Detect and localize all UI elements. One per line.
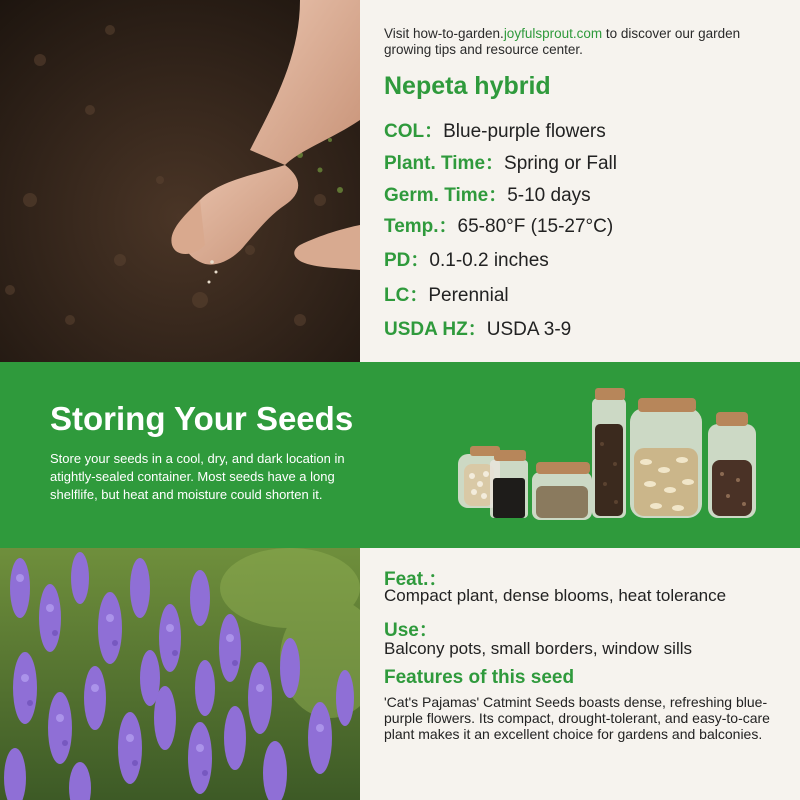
feature-text: Compact plant, dense blooms, heat tolerance [384,586,727,605]
spec-usda-zone [384,314,571,341]
spec-temperature-label: Temp.： [384,216,458,237]
spec-planting-depth-value: 0.1-0.2 inches [429,250,549,271]
website-link[interactable]: joyfulsprout.com [503,26,603,41]
visit-suffix: to discover our garden growing tips and resource center. [384,26,741,57]
spec-germination-time-value: 5-10 days [507,185,591,206]
spec-planting-depth-label: PD： [384,250,430,271]
seed-details-panel [360,548,800,800]
spec-germination-time-label: Germ. Time： [384,185,508,206]
storing-seeds-band [0,362,800,548]
spec-usda-zone-label: USDA HZ： [384,319,487,340]
storing-seeds-text: Store your seeds in a cool, dry, and dark location in atightly-sealed container. Most seeds have a long shelflife, but heat and moisture could shorten it. [50,451,345,502]
visit-website-text [384,26,784,58]
spec-usda-zone-value: USDA 3-9 [486,319,572,340]
use-text: Balcony pots, small borders, window sills [384,639,693,658]
plant-info-panel [360,0,800,362]
bottom-section [0,548,800,800]
spec-temperature-value: 65-80°F (15-27°C) [457,216,614,237]
spec-planting-time [384,148,617,175]
spec-life-cycle [384,280,509,307]
spec-germination-time [384,180,591,207]
features-of-seed-title: Features of this seed [384,667,575,688]
spec-color-value: Blue-purple flowers [443,121,606,142]
hand-sowing-seeds-image [0,0,360,362]
spec-life-cycle-label: LC： [384,285,429,306]
feature-label: Feat.： [384,569,448,590]
spec-planting-depth [384,245,549,272]
visit-prefix: Visit how-to-garden. [384,26,504,41]
top-section [0,0,800,362]
spec-planting-time-label: Plant. Time： [384,153,505,174]
spec-temperature [384,211,613,238]
spec-life-cycle-value: Perennial [428,285,509,306]
seed-jars-image [450,384,770,544]
storing-seeds-title: Storing Your Seeds [50,400,354,437]
spec-planting-time-value: Spring or Fall [504,153,618,174]
spec-color-label: COL： [384,121,444,142]
catmint-flowers-image [0,548,360,800]
spec-color [384,116,606,143]
plant-title: Nepeta hybrid [384,72,551,100]
use-label: Use： [384,620,438,641]
features-of-seed-text: 'Cat's Pajamas' Catmint Seeds boasts dense, refreshing blue-purple flowers. Its compact, drought-tolerant, and easy-to-care plant makes it an excellent choice for gardens and balconies. [384,694,770,742]
